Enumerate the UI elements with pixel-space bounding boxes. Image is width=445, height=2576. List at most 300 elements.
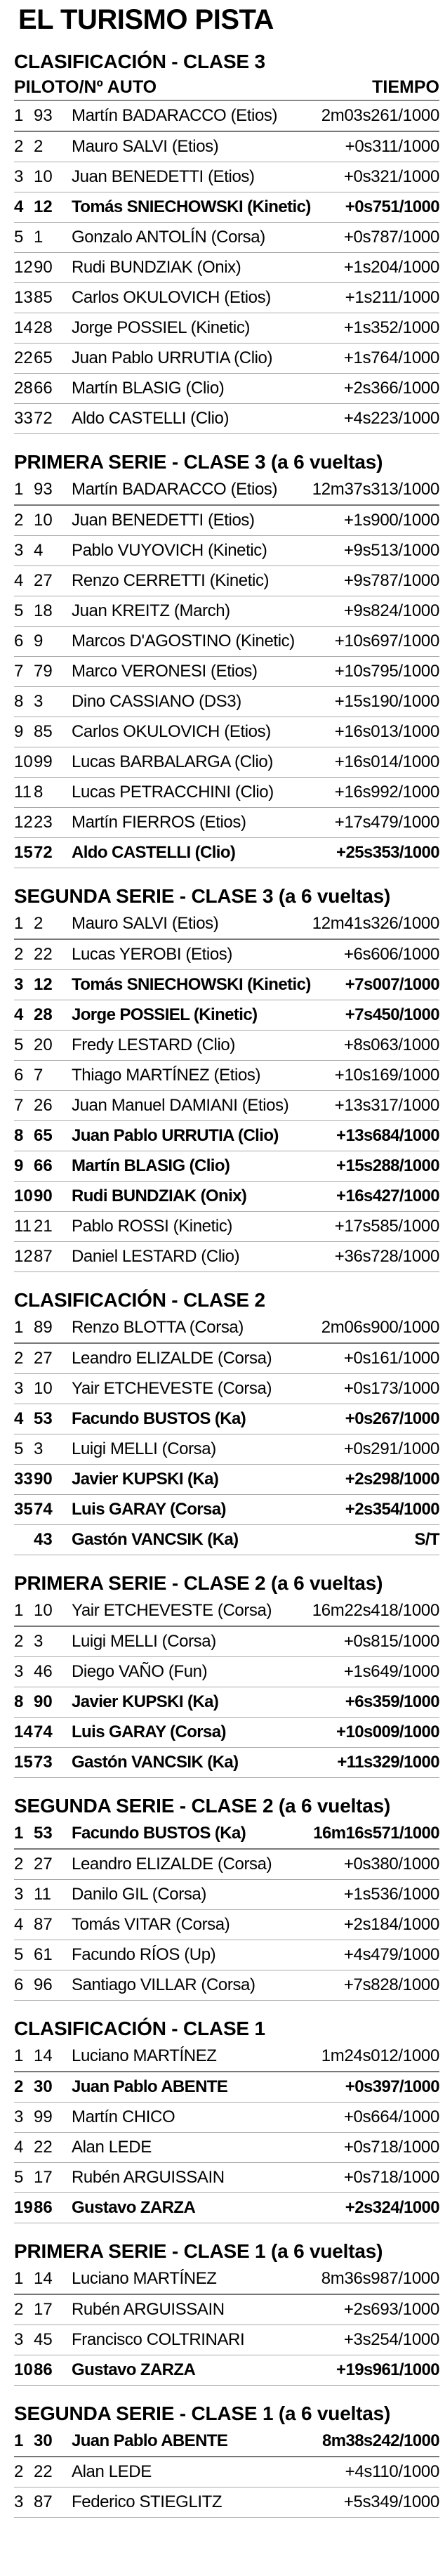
row-driver-name: Leandro ELIZALDE (Corsa) <box>72 1349 272 1368</box>
row-car-number: 10 <box>34 511 53 530</box>
row-time: 16m22s418/1000 <box>312 1601 439 1620</box>
row-driver-name: Thiago MARTÍNEZ (Etios) <box>72 1066 261 1085</box>
table-row <box>14 2072 439 2103</box>
row-car-number: 8 <box>34 783 44 802</box>
row-driver-name: Rudi BUNDZIAK (Onix) <box>72 258 241 277</box>
row-time: +7s007/1000 <box>345 975 439 994</box>
row-car-number: 85 <box>34 722 53 741</box>
row-position: 12 <box>14 1247 33 1266</box>
row-time: +1s900/1000 <box>343 511 439 530</box>
row-position: 15 <box>14 1753 33 1772</box>
row-car-number: 22 <box>34 2138 53 2157</box>
row-driver-name: Martín BLASIG (Clio) <box>72 1156 230 1175</box>
row-time: +17s479/1000 <box>334 813 439 832</box>
row-car-number: 17 <box>34 2300 53 2319</box>
row-driver-name: Javier KUPSKI (Ka) <box>72 1470 219 1489</box>
section-title: PRIMERA SERIE - CLASE 2 (a 6 vueltas) <box>14 1572 383 1594</box>
row-time: +7s450/1000 <box>345 1005 439 1024</box>
row-position: 33 <box>14 1470 33 1489</box>
row-position: 3 <box>14 975 24 994</box>
row-driver-name: Carlos OKULOVICH (Etios) <box>72 722 271 741</box>
row-time: +0s718/1000 <box>343 2168 439 2187</box>
row-car-number: 46 <box>34 1662 53 1681</box>
row-driver-name: Federico STIEGLITZ <box>72 2492 222 2511</box>
row-car-number: 7 <box>34 1066 44 1085</box>
row-car-number: 27 <box>34 571 53 590</box>
row-car-number: 26 <box>34 1096 53 1115</box>
row-driver-name: Carlos OKULOVICH (Etios) <box>72 288 271 307</box>
row-time: +0s267/1000 <box>345 1409 439 1428</box>
table-row <box>14 808 439 838</box>
row-car-number: 3 <box>34 1632 44 1651</box>
row-car-number: 22 <box>34 2462 53 2481</box>
section-title: SEGUNDA SERIE - CLASE 2 (a 6 vueltas) <box>14 1795 391 1817</box>
row-time: +1s764/1000 <box>343 348 439 367</box>
row-driver-name: Gastón VANCSIK (Ka) <box>72 1753 239 1772</box>
row-car-number: 28 <box>34 1005 53 1024</box>
row-position: 3 <box>14 1885 24 1904</box>
table-row <box>14 374 439 404</box>
row-driver-name: Gustavo ZARZA <box>72 2360 196 2379</box>
table-row <box>14 344 439 374</box>
row-position: 8 <box>14 1126 24 1145</box>
row-car-number: 2 <box>34 914 44 933</box>
row-car-number: 14 <box>34 2269 53 2288</box>
row-position: 15 <box>14 843 33 862</box>
row-car-number: 10 <box>34 167 53 186</box>
row-driver-name: Renzo BLOTTA (Corsa) <box>72 1318 244 1337</box>
row-car-number: 10 <box>34 1601 53 1620</box>
row-position: 2 <box>14 2077 24 2096</box>
row-car-number: 74 <box>34 1722 53 1741</box>
row-time: 8m36s987/1000 <box>321 2269 439 2288</box>
row-car-number: 30 <box>34 2431 53 2450</box>
section-title: SEGUNDA SERIE - CLASE 3 (a 6 vueltas) <box>14 885 391 907</box>
row-time: 12m37s313/1000 <box>312 480 439 499</box>
table-row <box>14 1061 439 1091</box>
table-row <box>14 2264 439 2295</box>
row-position: 9 <box>14 722 24 741</box>
row-position: 2 <box>14 1632 24 1651</box>
table-row <box>14 2103 439 2133</box>
results-section <box>14 1288 439 1555</box>
row-driver-name: Martín FIERROS (Etios) <box>72 813 246 832</box>
row-time: +0s161/1000 <box>343 1349 439 1368</box>
table-row <box>14 1091 439 1121</box>
table-row <box>14 2426 439 2457</box>
table-row <box>14 1657 439 1687</box>
row-driver-name: Gustavo ZARZA <box>72 2198 196 2217</box>
row-time: +1s649/1000 <box>343 1662 439 1681</box>
row-position: 4 <box>14 571 24 590</box>
row-time: +8s063/1000 <box>343 1035 439 1054</box>
row-position: 1 <box>14 106 24 125</box>
row-position: 28 <box>14 379 33 398</box>
section-title: PRIMERA SERIE - CLASE 1 (a 6 vueltas) <box>14 2240 383 2262</box>
row-time: +13s317/1000 <box>334 1096 439 1115</box>
row-driver-name: Tomás SNIECHOWSKI (Kinetic) <box>72 975 311 994</box>
row-driver-name: Tomás VITAR (Corsa) <box>72 1915 230 1934</box>
table-row <box>14 1940 439 1970</box>
row-position: 2 <box>14 1349 24 1368</box>
row-driver-name: Aldo CASTELLI (Clio) <box>72 843 236 862</box>
table-row <box>14 909 439 940</box>
table-row <box>14 778 439 808</box>
table-row <box>14 1000 439 1031</box>
row-position: 3 <box>14 541 24 560</box>
row-position: 5 <box>14 228 24 247</box>
row-driver-name: Facundo RÍOS (Up) <box>72 1945 216 1964</box>
table-row <box>14 1434 439 1465</box>
row-position: 33 <box>14 409 33 428</box>
row-position: 9 <box>14 1156 24 1175</box>
row-driver-name: Tomás SNIECHOWSKI (Kinetic) <box>72 197 311 216</box>
section-title: CLASIFICACIÓN - CLASE 1 <box>14 2018 265 2039</box>
row-time: +1s204/1000 <box>343 258 439 277</box>
table-row <box>14 657 439 687</box>
table-row <box>14 970 439 1000</box>
row-time: +11s329/1000 <box>337 1753 439 1772</box>
table-row <box>14 1374 439 1404</box>
row-car-number: 23 <box>34 813 53 832</box>
row-time: 2m06s900/1000 <box>321 1318 439 1337</box>
results-section <box>14 450 439 868</box>
row-car-number: 10 <box>34 1379 53 1398</box>
row-time: +9s513/1000 <box>343 541 439 560</box>
row-driver-name: Mauro SALVI (Etios) <box>72 914 219 933</box>
row-driver-name: Facundo BUSTOS (Ka) <box>72 1824 246 1843</box>
row-time: +2s298/1000 <box>345 1470 439 1489</box>
row-driver-name: Santiago VILLAR (Corsa) <box>72 1975 255 1994</box>
row-car-number: 93 <box>34 106 53 125</box>
column-header-time: TIEMPO <box>372 77 439 97</box>
row-position: 2 <box>14 1855 24 1874</box>
row-car-number: 66 <box>34 379 53 398</box>
row-driver-name: Rubén ARGUISSAIN <box>72 2300 225 2319</box>
table-row <box>14 1313 439 1344</box>
table-row <box>14 2457 439 2487</box>
row-position: 13 <box>14 288 33 307</box>
row-driver-name: Luciano MARTÍNEZ <box>72 2046 217 2065</box>
row-car-number: 90 <box>34 1692 53 1711</box>
row-time: +10s697/1000 <box>334 632 439 650</box>
row-car-number: 4 <box>34 541 44 560</box>
row-driver-name: Luigi MELLI (Corsa) <box>72 1632 216 1651</box>
table-row <box>14 1910 439 1940</box>
results-section <box>14 1571 439 1778</box>
section-title: CLASIFICACIÓN - CLASE 3 <box>14 51 265 72</box>
row-position: 4 <box>14 1915 24 1934</box>
sections-container <box>14 49 439 2518</box>
row-car-number: 66 <box>34 1156 53 1175</box>
row-time: +4s110/1000 <box>345 2462 439 2481</box>
table-row <box>14 2325 439 2355</box>
row-position: 1 <box>14 1601 24 1620</box>
row-car-number: 72 <box>34 843 53 862</box>
table-row <box>14 1344 439 1374</box>
row-driver-name: Alan LEDE <box>72 2138 152 2157</box>
row-driver-name: Juan Manuel DAMIANI (Etios) <box>72 1096 289 1115</box>
row-position: 11 <box>14 1217 32 1236</box>
row-car-number: 86 <box>34 2198 53 2217</box>
row-time: +7s828/1000 <box>343 1975 439 1994</box>
row-car-number: 90 <box>34 1186 53 1205</box>
row-position: 6 <box>14 1066 24 1085</box>
row-time: +0s815/1000 <box>343 1632 439 1651</box>
row-car-number: 2 <box>34 137 44 156</box>
row-car-number: 72 <box>34 409 53 428</box>
row-time: +2s693/1000 <box>343 2300 439 2319</box>
row-position: 7 <box>14 662 24 681</box>
results-section <box>14 2239 439 2386</box>
row-time: +9s787/1000 <box>343 571 439 590</box>
row-driver-name: Juan KREITZ (March) <box>72 601 230 620</box>
row-time: +0s787/1000 <box>343 228 439 247</box>
row-driver-name: Leandro ELIZALDE (Corsa) <box>72 1855 272 1874</box>
row-position: 2 <box>14 2300 24 2319</box>
row-car-number: 65 <box>34 348 53 367</box>
row-driver-name: Luis GARAY (Corsa) <box>72 1722 226 1741</box>
table-row <box>14 313 439 344</box>
row-car-number: 28 <box>34 318 53 337</box>
row-time: +13s684/1000 <box>336 1126 439 1145</box>
row-position: 3 <box>14 2107 24 2126</box>
row-time: +4s223/1000 <box>343 409 439 428</box>
row-time: 1m24s012/1000 <box>321 2046 439 2065</box>
row-driver-name: Marcos D'AGOSTINO (Kinetic) <box>72 632 295 650</box>
row-driver-name: Martín BADARACCO (Etios) <box>72 106 278 125</box>
table-row <box>14 940 439 970</box>
row-driver-name: Francisco COLTRINARI <box>72 2330 245 2349</box>
row-time: +25s353/1000 <box>336 843 439 862</box>
row-car-number: 61 <box>34 1945 53 1964</box>
table-row <box>14 2355 439 2386</box>
table-row <box>14 1748 439 1778</box>
row-car-number: 12 <box>34 975 53 994</box>
row-driver-name: Jorge POSSIEL (Kinetic) <box>72 1005 258 1024</box>
row-car-number: 27 <box>34 1855 53 1874</box>
table-row <box>14 838 439 868</box>
table-row <box>14 192 439 223</box>
results-section <box>14 1793 439 2001</box>
row-time: +1s211/1000 <box>345 288 439 307</box>
table-row <box>14 132 439 162</box>
row-car-number: 30 <box>34 2077 53 2096</box>
table-row <box>14 2487 439 2518</box>
row-driver-name: Martín CHICO <box>72 2107 175 2126</box>
row-car-number: 87 <box>34 1915 53 1934</box>
row-time: +6s359/1000 <box>345 1692 439 1711</box>
row-position: 2 <box>14 2462 24 2481</box>
row-position: 12 <box>14 258 33 277</box>
row-position: 1 <box>14 1824 24 1843</box>
row-time: +1s536/1000 <box>343 1885 439 1904</box>
row-car-number: 21 <box>34 1217 53 1236</box>
row-driver-name: Juan BENEDETTI (Etios) <box>72 511 255 530</box>
table-row <box>14 536 439 566</box>
row-time: +2s354/1000 <box>345 1500 439 1519</box>
row-time: +10s169/1000 <box>334 1066 439 1085</box>
section-title: SEGUNDA SERIE - CLASE 1 (a 6 vueltas) <box>14 2402 391 2424</box>
row-driver-name: Lucas BARBALARGA (Clio) <box>72 752 273 771</box>
row-time: +1s352/1000 <box>343 318 439 337</box>
table-row <box>14 1151 439 1182</box>
row-car-number: 87 <box>34 1247 53 1266</box>
row-car-number: 43 <box>34 1530 53 1549</box>
row-position: 11 <box>14 783 32 802</box>
row-car-number: 20 <box>34 1035 53 1054</box>
table-row <box>14 717 439 747</box>
row-position: 5 <box>14 1439 24 1458</box>
row-driver-name: Jorge POSSIEL (Kinetic) <box>72 318 251 337</box>
page-title: EL TURISMO PISTA <box>18 4 274 35</box>
row-time: +0s311/1000 <box>345 137 439 156</box>
row-driver-name: Javier KUPSKI (Ka) <box>72 1692 219 1711</box>
row-car-number: 93 <box>34 480 53 499</box>
row-time: +0s291/1000 <box>343 1439 439 1458</box>
row-car-number: 96 <box>34 1975 53 1994</box>
column-header-driver: PILOTO/Nº AUTO <box>14 77 157 97</box>
row-time: S/T <box>414 1530 439 1549</box>
table-row <box>14 2041 439 2072</box>
table-row <box>14 1850 439 1880</box>
row-time: +3s254/1000 <box>343 2330 439 2349</box>
row-position: 14 <box>14 318 33 337</box>
row-driver-name: Martín BLASIG (Clio) <box>72 379 225 398</box>
table-row <box>14 2193 439 2223</box>
row-position: 2 <box>14 511 24 530</box>
row-time: +10s009/1000 <box>336 1722 439 1741</box>
row-car-number: 1 <box>34 228 44 247</box>
row-time: +16s992/1000 <box>334 783 439 802</box>
table-row <box>14 1242 439 1272</box>
row-position: 2 <box>14 945 24 964</box>
row-time: +0s751/1000 <box>345 197 439 216</box>
table-row <box>14 162 439 192</box>
row-driver-name: Martín BADARACCO (Etios) <box>72 480 278 499</box>
row-time: +16s014/1000 <box>334 752 439 771</box>
row-position: 6 <box>14 1975 24 1994</box>
row-position: 10 <box>14 1186 33 1205</box>
row-driver-name: Renzo CERRETTI (Kinetic) <box>72 571 270 590</box>
row-driver-name: Yair ETCHEVESTE (Corsa) <box>72 1601 272 1620</box>
row-position: 10 <box>14 752 33 771</box>
row-car-number: 45 <box>34 2330 53 2349</box>
row-car-number: 99 <box>34 2107 53 2126</box>
row-position: 1 <box>14 480 24 499</box>
results-section <box>14 49 439 434</box>
row-driver-name: Daniel LESTARD (Clio) <box>72 1247 240 1266</box>
row-position: 1 <box>14 2046 24 2065</box>
row-car-number: 74 <box>34 1500 53 1519</box>
table-row <box>14 1525 439 1555</box>
section-title: CLASIFICACIÓN - CLASE 2 <box>14 1289 265 1311</box>
row-position: 2 <box>14 137 24 156</box>
row-time: +2s184/1000 <box>343 1915 439 1934</box>
row-car-number: 73 <box>34 1753 53 1772</box>
row-time: 16m16s571/1000 <box>313 1824 439 1843</box>
table-row <box>14 1596 439 1627</box>
table-row <box>14 1970 439 2001</box>
row-driver-name: Lucas PETRACCHINI (Clio) <box>72 783 274 802</box>
row-driver-name: Yair ETCHEVESTE (Corsa) <box>72 1379 272 1398</box>
table-row <box>14 475 439 506</box>
row-position: 22 <box>14 348 33 367</box>
table-row <box>14 1880 439 1910</box>
row-time: +16s013/1000 <box>334 722 439 741</box>
row-time: 2m03s261/1000 <box>321 106 439 125</box>
table-row <box>14 1121 439 1151</box>
row-time: +36s728/1000 <box>334 1247 439 1266</box>
row-position: 7 <box>14 1096 24 1115</box>
table-row <box>14 1627 439 1657</box>
table-row <box>14 283 439 313</box>
row-position: 3 <box>14 1662 24 1681</box>
row-driver-name: Luis GARAY (Corsa) <box>72 1500 226 1519</box>
table-row <box>14 1031 439 1061</box>
table-row <box>14 253 439 283</box>
section-title: PRIMERA SERIE - CLASE 3 (a 6 vueltas) <box>14 451 383 473</box>
table-row <box>14 1495 439 1525</box>
row-car-number: 17 <box>34 2168 53 2187</box>
row-driver-name: Gastón VANCSIK (Ka) <box>72 1530 239 1549</box>
row-position: 5 <box>14 1945 24 1964</box>
row-time: +0s664/1000 <box>343 2107 439 2126</box>
table-row <box>14 1212 439 1242</box>
row-position: 12 <box>14 813 33 832</box>
table-row <box>14 2295 439 2325</box>
row-time: +15s190/1000 <box>334 692 439 711</box>
row-car-number: 85 <box>34 288 53 307</box>
row-driver-name: Gonzalo ANTOLÍN (Corsa) <box>72 228 265 247</box>
row-time: +19s961/1000 <box>336 2360 439 2379</box>
row-car-number: 90 <box>34 258 53 277</box>
row-car-number: 14 <box>34 2046 53 2065</box>
row-time: +17s585/1000 <box>334 1217 439 1236</box>
row-driver-name: Juan Pablo ABENTE <box>72 2077 228 2096</box>
row-time: +0s321/1000 <box>343 167 439 186</box>
column-header <box>14 76 439 101</box>
row-position: 35 <box>14 1500 33 1519</box>
row-car-number: 79 <box>34 662 53 681</box>
row-time: +10s795/1000 <box>334 662 439 681</box>
row-time: +6s606/1000 <box>343 945 439 964</box>
row-position: 8 <box>14 692 24 711</box>
row-position: 1 <box>14 1318 24 1337</box>
row-position: 10 <box>14 2360 33 2379</box>
row-car-number: 86 <box>34 2360 53 2379</box>
row-position: 5 <box>14 1035 24 1054</box>
results-document <box>0 1 445 2518</box>
row-position: 4 <box>14 2138 24 2157</box>
table-row <box>14 687 439 717</box>
row-position: 6 <box>14 632 24 650</box>
row-position: 3 <box>14 2492 24 2511</box>
row-car-number: 9 <box>34 632 44 650</box>
row-position: 1 <box>14 2269 24 2288</box>
table-row <box>14 1718 439 1748</box>
row-driver-name: Rubén ARGUISSAIN <box>72 2168 225 2187</box>
row-driver-name: Fredy LESTARD (Clio) <box>72 1035 235 1054</box>
table-row <box>14 223 439 253</box>
table-row <box>14 627 439 657</box>
row-position: 3 <box>14 2330 24 2349</box>
row-time: +4s479/1000 <box>343 1945 439 1964</box>
row-driver-name: Aldo CASTELLI (Clio) <box>72 409 230 428</box>
row-driver-name: Diego VAÑO (Fun) <box>72 1662 208 1681</box>
row-car-number: 90 <box>34 1470 53 1489</box>
row-position: 4 <box>14 1409 24 1428</box>
